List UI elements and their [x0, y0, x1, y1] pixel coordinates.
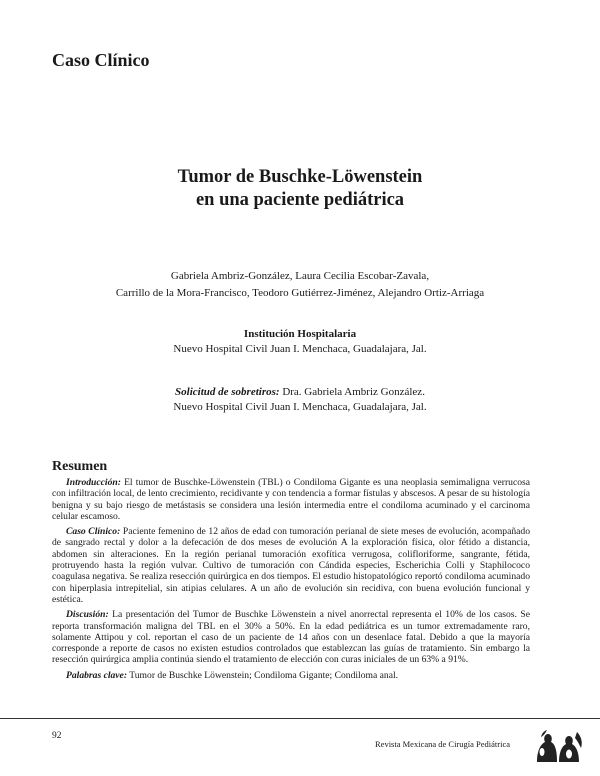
authors-line-1: Gabriela Ambriz-González, Laura Cecilia Escobar-Zavala,: [170, 270, 430, 282]
journal-name: Revista Mexicana de Cirugía Pediátrica: [375, 739, 511, 749]
abstract-keywords: [52, 670, 530, 681]
article-title: [0, 166, 600, 212]
abstract-introduction: [52, 477, 530, 522]
keywords-text: Tumor de Buschke Löwenstein; Condiloma Gigante; Condiloma anal.: [127, 669, 399, 681]
footer-rule: [0, 718, 600, 719]
reprints-label: Solicitud de sobretiros:: [175, 386, 280, 398]
journal-logo-icon: [533, 728, 585, 764]
case-text: Paciente femenino de 12 años de edad con tumoración perianal de siete meses de evolución, acompañado de sangrado rectal y dolor a la defecación de dos meses de evolución A la exploración física, olor fétido a distancia, abdomen sin alteraciones. En la región perianal tumoración exofítica verrugosa, colifloriforme, sangrante, fétida, protruyendo hasta la región vulvar. Cultivo de tumoración con Cándida especies, Escherichia Colli y Staphilococo coagulasa negativa. Se realiza resección quirúrgica en dos tiempos. El estudio histopatológico reportó condiloma acuminado con hiperplasia intrepitelial, sin atipias celulares. A un año de evolución sin recidiva, con buena evolución funcional y estética.: [52, 526, 530, 605]
intro-text: El tumor de Buschke-Löwenstein (TBL) o Condiloma Gigante es una neoplasia semimaligna verrucosa con infiltración local, de lento crecimiento, recidivante y con tendencia a formar fístulas y abscesos. A pesar de su histología benigna y su bajo riesgo de metástasis se considera una lesión intermedia entre el condiloma acuminado y el carcinoma celular escamoso.: [52, 477, 530, 522]
reprints-block: [0, 385, 600, 415]
authors: [0, 268, 600, 302]
authors-line-2: Carrillo de la Mora-Francisco, Teodoro Gutiérrez-Jiménez, Alejandro Ortiz-Arriaga: [115, 287, 485, 299]
reprints-line-1: [0, 385, 600, 400]
section-label: Caso Clínico: [52, 50, 150, 70]
reprints-address: Nuevo Hospital Civil Juan I. Menchaca, Guadalajara, Jal.: [173, 401, 427, 413]
page-number: 92: [52, 731, 62, 741]
abstract-case: [52, 526, 530, 605]
institution-label: Institución Hospitalaria: [243, 328, 357, 340]
keywords-label: Palabras clave:: [66, 669, 128, 681]
reprints-contact: Dra. Gabriela Ambriz González.: [282, 386, 425, 398]
discussion-text: La presentación del Tumor de Buschke Löwenstein a nivel anorrectal representa el 10% de los casos. Se reporta transformación maligna del TBL en el 30% a 50%. En la edad pediátrica es un tumor extremadamente raro, solamente Attipou y col. reportan el caso de un paciente de 14 años con un desenlace fatal. Debido a que la mayoría corresponde a reporte de casos no existen estudios controlados que establezcan las guías de tratamiento. Sin embargo la resección quirúrgica amplia continúa siendo el tratamiento de elección con curas iniciales de un 63% a 91%.: [52, 609, 530, 666]
abstract-heading: Resumen: [52, 459, 108, 474]
intro-label: Introducción:: [66, 477, 121, 488]
abstract-discussion: [52, 609, 530, 665]
title-line-1: Tumor de Buschke-Löwenstein: [177, 167, 423, 187]
discussion-label: Discusión:: [66, 609, 109, 621]
case-label: Caso Clínico:: [66, 526, 121, 538]
title-line-2: en una paciente pediátrica: [195, 190, 405, 210]
institution-block: [0, 327, 600, 357]
abstract-body: [52, 477, 530, 685]
institution-name: Nuevo Hospital Civil Juan I. Menchaca, Guadalajara, Jal.: [173, 343, 427, 355]
